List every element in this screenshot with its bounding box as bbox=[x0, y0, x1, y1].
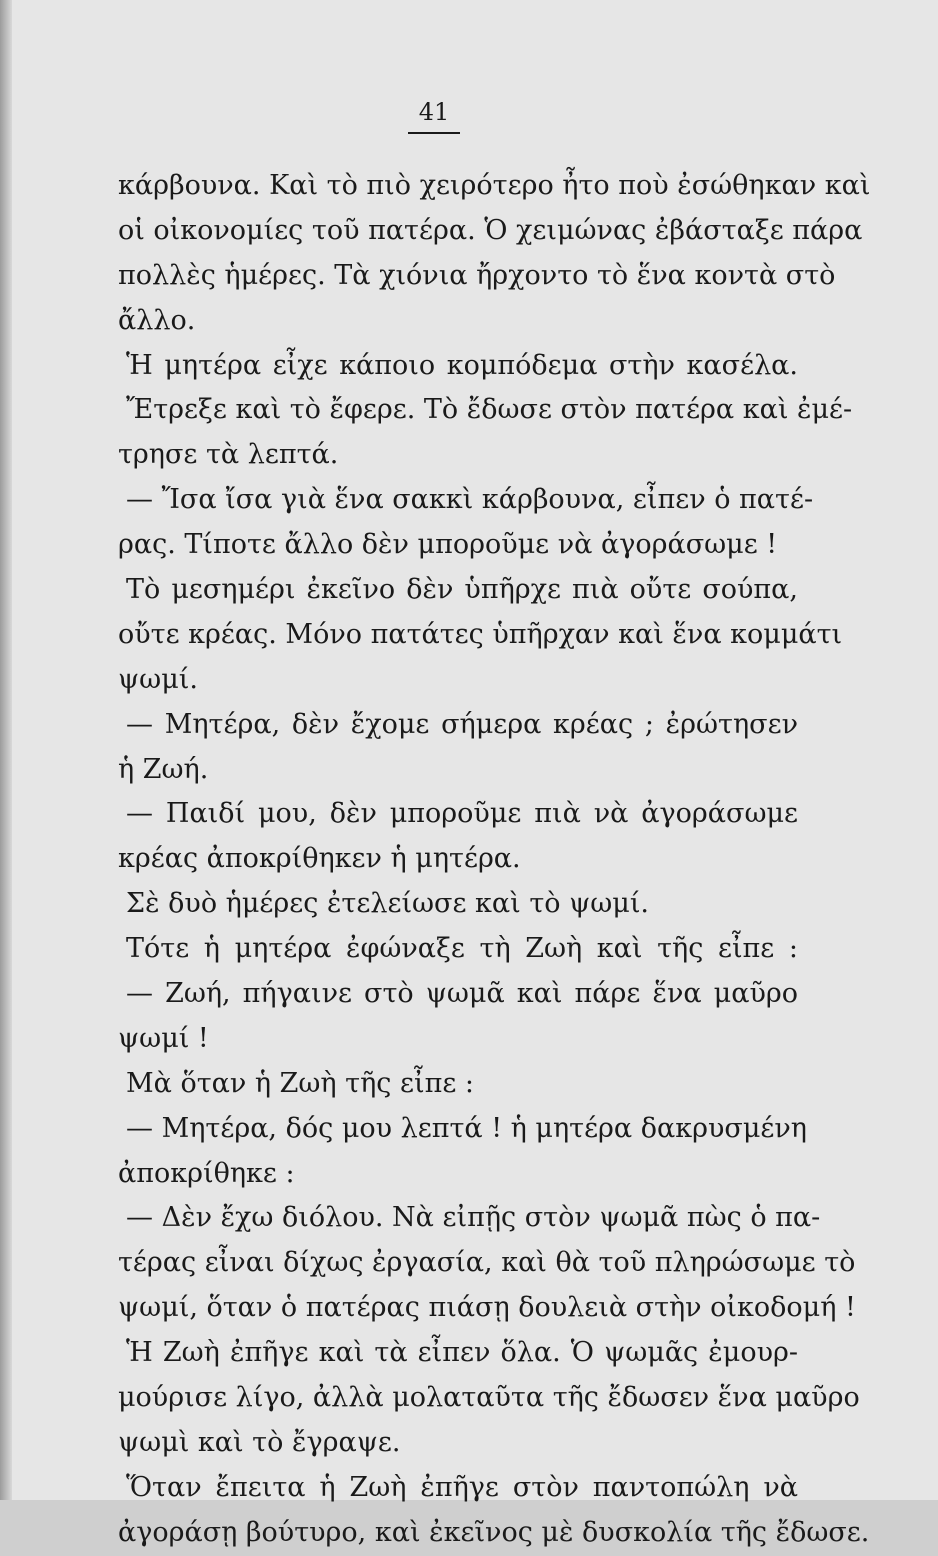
text-line: — Μητέρα, δὲν ἔχομε σήμερα κρέας ; ἐρώτησεν bbox=[126, 708, 798, 740]
text-line: ἀγοράσῃ βούτυρο, καὶ ἐκεῖνος μὲ δυσκολία τῆς ἔδωσε. bbox=[118, 1516, 870, 1548]
text-line: Ὅταν ἔπειτα ἡ Ζωὴ ἐπῆγε στὸν παντοπώλη νὰ bbox=[126, 1471, 798, 1503]
text-line: ψωμί, ὅταν ὁ πατέρας πιάσῃ δουλειὰ στὴν οἰκοδομή ! bbox=[118, 1292, 856, 1324]
text-line: — Δὲν ἔχω διόλου. Νὰ εἰπῇς στὸν ψωμᾶ πὼς ὁ πα- bbox=[126, 1202, 821, 1234]
text-line: τέρας εἶναι δίχως ἐργασία, καὶ θὰ τοῦ πληρώσωμε τὸ bbox=[118, 1247, 856, 1279]
text-line: Μὰ ὅταν ἡ Ζωὴ τῆς εἶπε : bbox=[126, 1067, 474, 1099]
text-line: ψωμὶ καὶ τὸ ἔγραψε. bbox=[118, 1426, 401, 1458]
text-line: Ἔτρεξε καὶ τὸ ἔφερε. Τὸ ἔδωσε στὸν πατέρα καὶ ἐμέ- bbox=[126, 394, 853, 426]
text-line: Ἡ μητέρα εἶχε κάποιο κομπόδεμα στὴν κασέλα. bbox=[126, 349, 798, 381]
page-binding-edge bbox=[0, 0, 12, 1500]
text-line: ἄλλο. bbox=[118, 304, 196, 336]
text-line: — Παιδί μου, δὲν μποροῦμε πιὰ νὰ ἀγοράσωμε bbox=[126, 798, 798, 830]
text-line: — Μητέρα, δός μου λεπτά ! ἡ μητέρα δακρυσμένη bbox=[126, 1112, 807, 1144]
text-line: τρησε τὰ λεπτά. bbox=[118, 439, 339, 471]
text-line: πολλὲς ἡμέρες. Τὰ χιόνια ἤρχοντο τὸ ἕνα κοντὰ στὸ bbox=[118, 259, 836, 291]
text-line: οἱ οἰκονομίες τοῦ πατέρα. Ὁ χειμώνας ἐβάσταξε πάρα bbox=[118, 214, 863, 246]
text-line: ἀποκρίθηκε : bbox=[118, 1157, 295, 1189]
text-line: οὔτε κρέας. Μόνο πατάτες ὑπῆρχαν καὶ ἕνα κομμάτι bbox=[118, 618, 843, 650]
text-line: ρας. Τίποτε ἄλλο δὲν μποροῦμε νὰ ἀγοράσωμε ! bbox=[118, 529, 778, 561]
text-line: Ἡ Ζωὴ ἐπῆγε καὶ τὰ εἶπεν ὅλα. Ὁ ψωμᾶς ἐμουρ- bbox=[126, 1337, 798, 1369]
text-line: ψωμί ! bbox=[118, 1022, 209, 1054]
text-line: Τὸ μεσημέρι ἐκεῖνο δὲν ὑπῆρχε πιὰ οὔτε σούπα, bbox=[126, 574, 798, 606]
text-line: Τότε ἡ μητέρα ἐφώναξε τὴ Ζωὴ καὶ τῆς εἶπε : bbox=[126, 933, 798, 965]
text-line: ἡ Ζωή. bbox=[118, 753, 209, 785]
text-line: μούρισε λίγο, ἀλλὰ μολαταῦτα τῆς ἔδωσεν ἕνα μαῦρο bbox=[118, 1382, 860, 1414]
text-line: — Ζωή, πήγαινε στὸ ψωμᾶ καὶ πάρε ἕνα μαῦρο bbox=[126, 978, 798, 1010]
text-line: κρέας ἀποκρίθηκεν ἡ μητέρα. bbox=[118, 843, 521, 875]
text-line: Σὲ δυὸ ἡμέρες ἐτελείωσε καὶ τὸ ψωμί. bbox=[126, 888, 650, 920]
text-line: κάρβουνα. Καὶ τὸ πιὸ χειρότερο ἦτο ποὺ ἐσώθηκαν καὶ bbox=[118, 170, 871, 201]
page-number: 41 bbox=[408, 98, 460, 134]
body-text bbox=[118, 164, 871, 1556]
text-line: ψωμί. bbox=[118, 663, 198, 695]
text-line: — Ἴσα ἴσα γιὰ ἕνα σακκὶ κάρβουνα, εἶπεν ὁ πατέ- bbox=[126, 484, 814, 516]
